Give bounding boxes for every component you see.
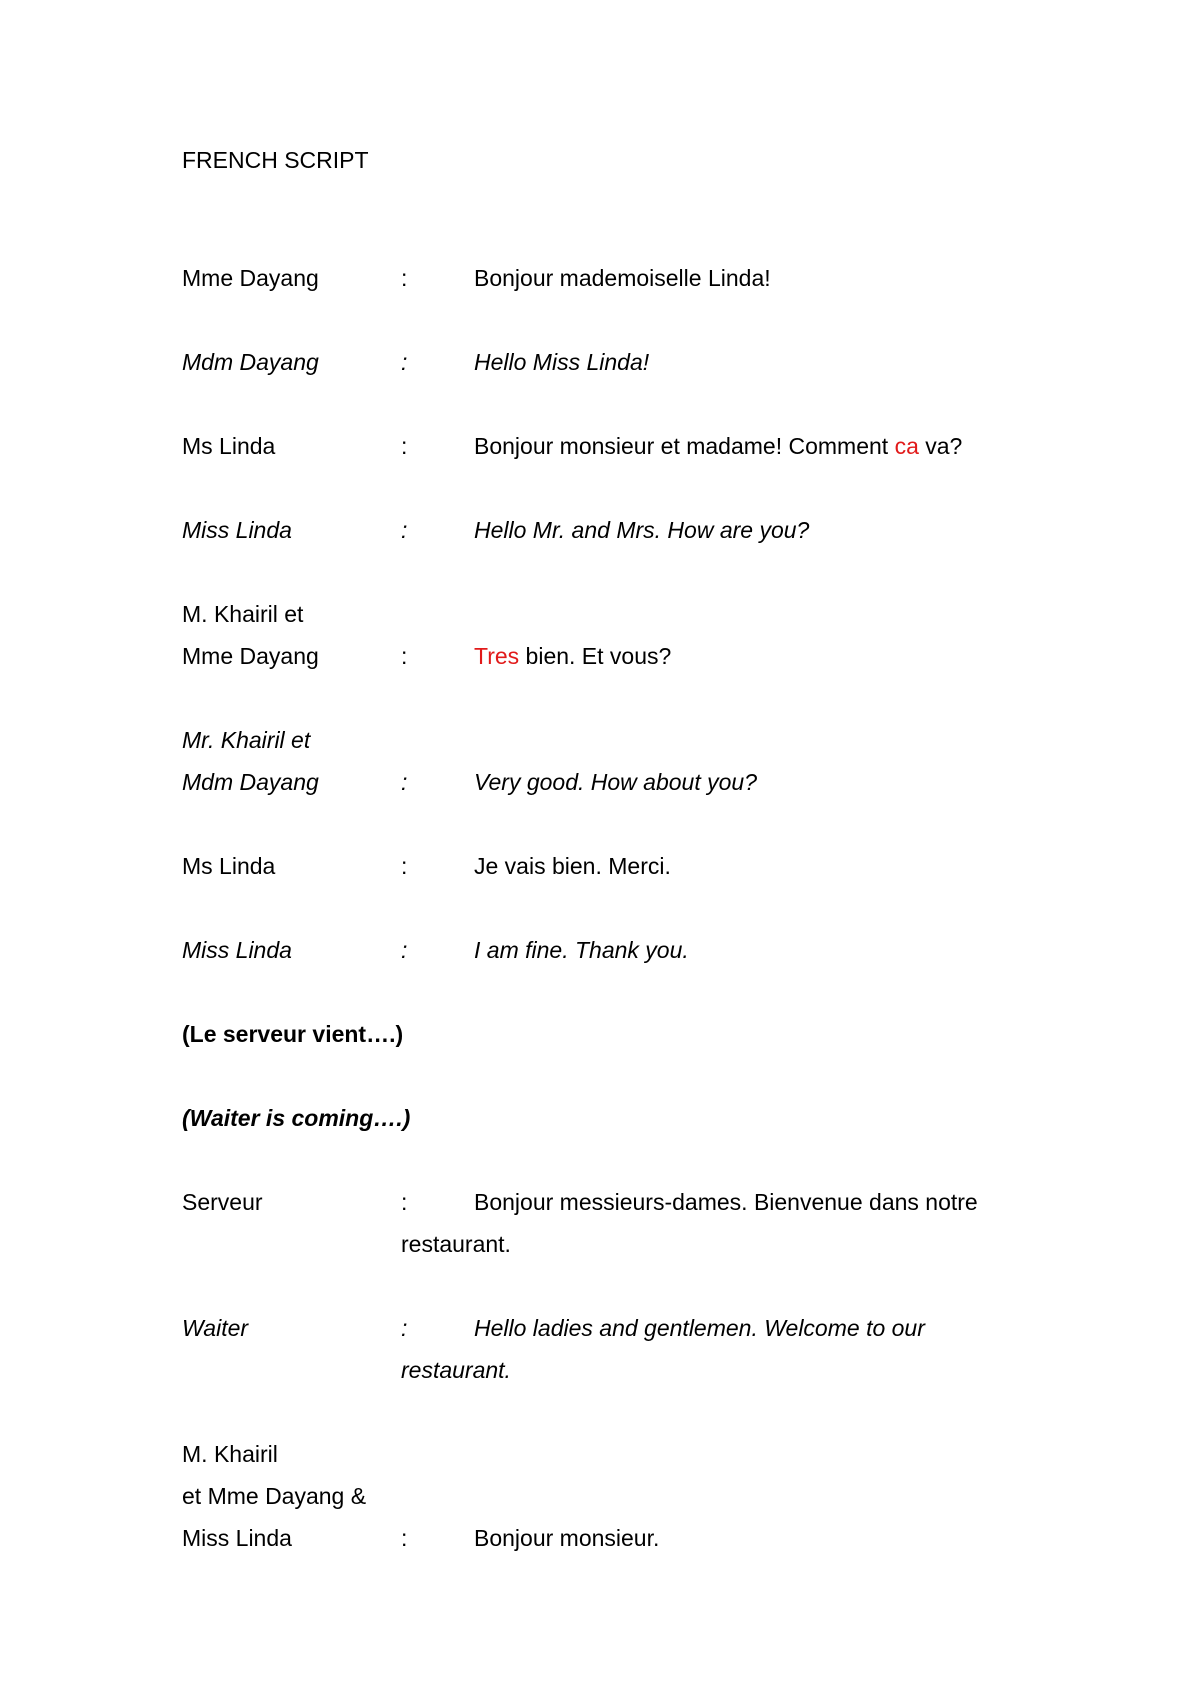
colon-separator: : (401, 643, 408, 669)
speaker-label: Ms Linda (182, 433, 276, 459)
dialogue-text-continuation: restaurant. (401, 1231, 511, 1257)
dialogue-text-part: bien. Et vous? (519, 643, 672, 669)
speaker-label-line3: Miss Linda (182, 1525, 292, 1551)
speaker-label-line1: M. Khairil (182, 1441, 278, 1467)
colon-separator: : (401, 937, 408, 963)
colon-separator: : (401, 517, 408, 543)
colon-separator: : (401, 1525, 408, 1551)
dialogue-text (474, 432, 962, 460)
dialogue-text: Bonjour mademoiselle Linda! (474, 265, 771, 291)
speaker-label-line2: Mdm Dayang (182, 769, 319, 795)
dialogue-text: Hello Mr. and Mrs. How are you? (474, 517, 810, 543)
highlighted-word: Tres (474, 643, 520, 669)
speaker-label-line2: Mme Dayang (182, 643, 319, 669)
speaker-label: Mdm Dayang (182, 349, 319, 375)
dialogue-text (474, 642, 671, 670)
dialogue-text: I am fine. Thank you. (474, 937, 689, 963)
speaker-label: Waiter (182, 1315, 249, 1341)
dialogue-text-part: Bonjour monsieur et madame! Comment (474, 433, 895, 459)
dialogue-text-part: va? (918, 433, 963, 459)
colon-separator: : (401, 769, 408, 795)
speaker-label: Serveur (182, 1189, 263, 1215)
dialogue-text: Hello Miss Linda! (474, 349, 650, 375)
speaker-label: Ms Linda (182, 853, 276, 879)
stage-direction-english: (Waiter is coming….) (182, 1105, 411, 1131)
dialogue-text: Bonjour monsieur. (474, 1525, 660, 1551)
colon-separator: : (401, 853, 408, 879)
colon-separator: : (401, 265, 408, 291)
dialogue-text: Very good. How about you? (474, 769, 757, 795)
dialogue-text: Hello ladies and gentlemen. Welcome to our (474, 1315, 925, 1341)
dialogue-text: Bonjour messieurs-dames. Bienvenue dans notre (474, 1189, 978, 1215)
document-title: FRENCH SCRIPT (182, 147, 369, 173)
highlighted-word: ca (894, 433, 919, 459)
stage-direction-french: (Le serveur vient….) (182, 1021, 404, 1047)
colon-separator: : (401, 433, 408, 459)
speaker-label: Mme Dayang (182, 265, 319, 291)
dialogue-text-continuation: restaurant. (401, 1357, 511, 1383)
speaker-label: Miss Linda (182, 937, 292, 963)
speaker-label: Miss Linda (182, 517, 292, 543)
dialogue-text: Je vais bien. Merci. (474, 853, 671, 879)
colon-separator: : (401, 349, 408, 375)
speaker-label-line2: et Mme Dayang & (182, 1483, 367, 1509)
colon-separator: : (401, 1189, 408, 1215)
speaker-label-line1: M. Khairil et (182, 601, 304, 627)
speaker-label-line1: Mr. Khairil et (182, 727, 311, 753)
colon-separator: : (401, 1315, 408, 1341)
